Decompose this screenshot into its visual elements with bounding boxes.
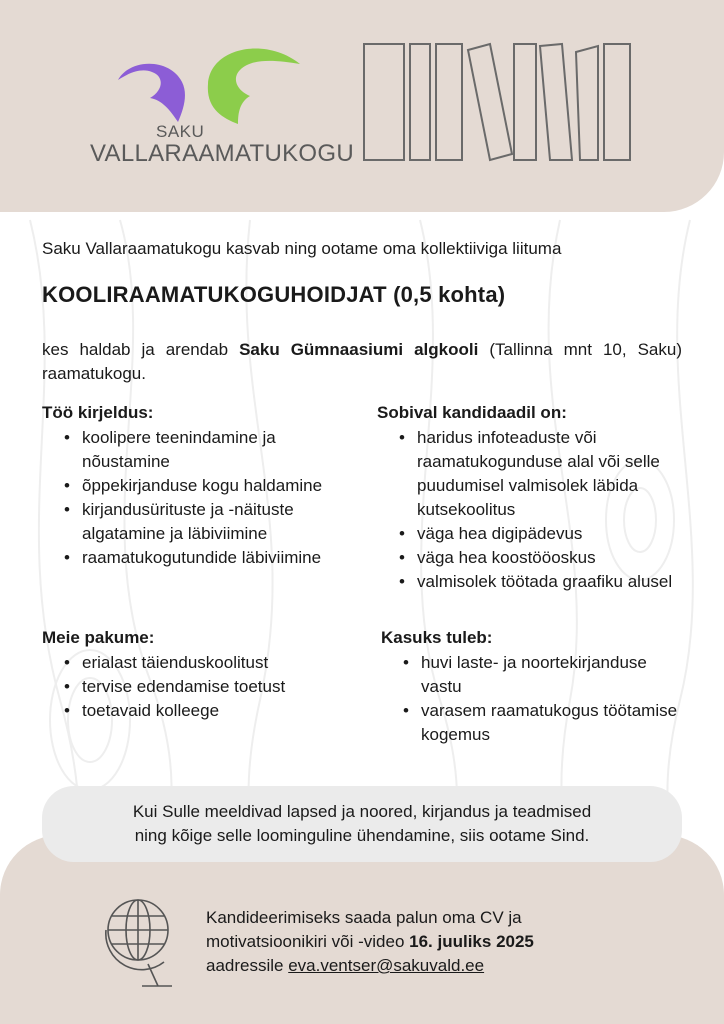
list-item: • haridus infoteaduste või raamatukogunduse alal või selle puudumisel valmisolek läbida kutsekoolitus bbox=[417, 426, 677, 522]
email-link[interactable]: eva.ventser@sakuvald.ee bbox=[288, 956, 485, 975]
apply-line: aadressile eva.ventser@sakuvald.ee bbox=[206, 956, 485, 975]
list-item: • valmisolek töötada graafiku alusel bbox=[417, 570, 677, 594]
list-item: • väga hea digipädevus bbox=[417, 522, 677, 546]
list-item: • väga hea koostööoskus bbox=[417, 546, 677, 570]
list-item: • huvi laste- ja noortekirjanduse vastu bbox=[421, 651, 681, 699]
list-item: • raamatukogutundide läbiviimine bbox=[82, 546, 352, 570]
tasks-heading: Töö kirjeldus: bbox=[42, 403, 154, 422]
tasks-section bbox=[42, 402, 352, 570]
offer-heading: Meie pakume: bbox=[42, 628, 155, 647]
job-description: kes haldab ja arendab Saku Gümnaasiumi algkooli (Tallinna mnt 10, Saku) raamatukogu. bbox=[42, 340, 682, 383]
bonus-heading: Kasuks tuleb: bbox=[381, 628, 493, 647]
list-item: • tervise edendamise toetust bbox=[82, 675, 352, 699]
job-title: KOOLIRAAMATUKOGUHOIDJAT (0,5 kohta) bbox=[42, 282, 506, 307]
list-item: • koolipere teenindamine ja nõustamine bbox=[82, 426, 352, 474]
application-info bbox=[206, 906, 534, 978]
callout-line: ning kõige selle loominguline ühendamine, siis ootame Sind. bbox=[134, 826, 590, 845]
bonus-section bbox=[381, 627, 681, 747]
deadline: 16. juuliks 2025 bbox=[409, 932, 534, 951]
apply-line: motivatsioonikiri või -video 16. juuliks 2025 bbox=[206, 932, 534, 951]
callout-box bbox=[42, 786, 682, 862]
requirements-section bbox=[377, 402, 677, 594]
list-item: • varasem raamatukogus töötamise kogemus bbox=[421, 699, 681, 747]
requirements-heading: Sobival kandidaadil on: bbox=[377, 403, 567, 422]
list-item: • kirjandusürituste ja -näituste algatamine ja läbiviimine bbox=[82, 498, 352, 546]
globe-icon bbox=[102, 890, 180, 990]
logo-text-name: VALLARAAMATUKOGU bbox=[90, 140, 354, 167]
offer-section bbox=[42, 627, 352, 723]
apply-line: Kandideerimiseks saada palun oma CV ja bbox=[206, 908, 522, 927]
school-name: Saku Gümnaasiumi algkooli bbox=[239, 340, 479, 359]
logo-text-saku: SAKU bbox=[156, 122, 205, 141]
list-item: • õppekirjanduse kogu haldamine bbox=[82, 474, 352, 498]
list-item: • toetavaid kolleege bbox=[82, 699, 352, 723]
list-item: • erialast täienduskoolitust bbox=[82, 651, 352, 675]
intro-text: Saku Vallaraamatukogu kasvab ning ootame oma kollektiiviga liituma bbox=[42, 239, 562, 258]
callout-line: Kui Sulle meeldivad lapsed ja noored, kirjandus ja teadmised bbox=[132, 802, 592, 821]
